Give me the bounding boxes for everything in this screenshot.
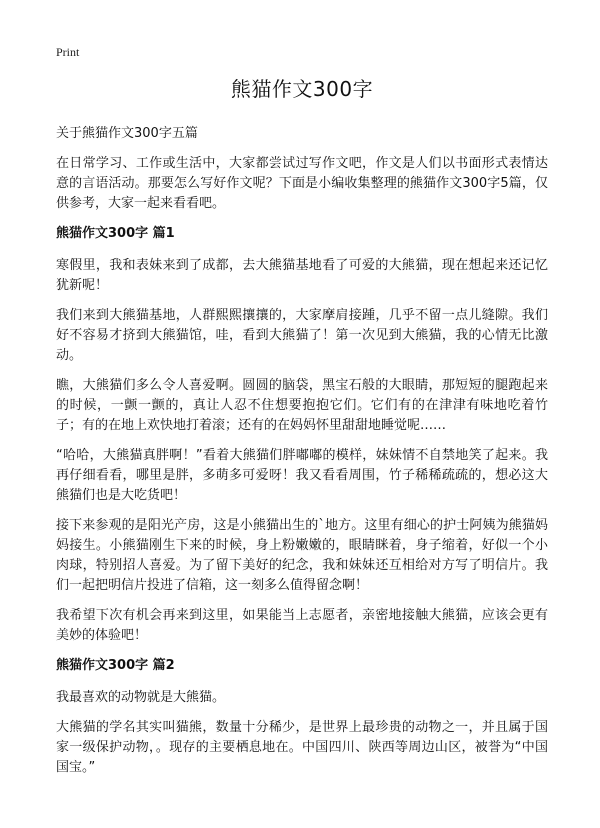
section-heading-1: 熊猫作文300字 篇1 <box>56 226 175 241</box>
article <box>56 76 548 788</box>
print-link[interactable]: Print <box>56 45 80 59</box>
intro-paragraph: 在日常学习、工作或生活中，大家都尝试过写作文吧，作文是人们以书面形式表情达意的言语活动。那要怎么写好作文呢？下面是小编收集整理的熊猫作文300字5篇，仅供参考，大家一起来看看吧。 <box>56 156 548 211</box>
section-1-paragraph: “哈哈，大熊猫真胖啊！”看着大熊猫们胖嘟嘟的模样，妹妹情不自禁地笑了起来。我再仔细看看，哪里是胖，多萌多可爱呀！我又看看周围，竹子稀稀疏疏的，想必这大熊猫们也是大吃货吧！ <box>56 448 548 503</box>
section-2-paragraph: 大熊猫的学名其实叫猫熊，数量十分稀少，是世界上最珍贵的动物之一，并且属于国家一级保护动物，。现存的主要栖息地在。中国四川、陕西等周边山区，被誉为“中国国宝。” <box>56 720 548 775</box>
page-title: 熊猫作文300字 <box>230 77 374 101</box>
section-1-paragraph: 我们来到大熊猫基地，人群熙熙攘攘的，大家摩肩接踵，几乎不留一点儿缝隙。我们好不容易才挤到大熊猫馆，哇，看到大熊猫了！第一次见到大熊猫，我的心情无比激动。 <box>56 308 548 363</box>
section-2-paragraph: 我最喜欢的动物就是大熊猫。 <box>56 690 226 705</box>
section-heading-2: 熊猫作文300字 篇2 <box>56 658 175 673</box>
section-1-paragraph: 我希望下次有机会再来到这里，如果能当上志愿者，亲密地接触大熊猫，应该会更有美妙的体验吧！ <box>56 608 548 643</box>
article-subtitle: 关于熊猫作文300字五篇 <box>56 126 198 141</box>
section-1-paragraph: 接下来参观的是阳光产房，这是小熊猫出生的`地方。这里有细心的护士阿姨为熊猫妈妈接生。小熊猫刚生下来的时候，身上粉嫩嫩的，眼睛眯着，身子缩着，好似一个小肉球，特别招人喜爱。为了留下美好的纪念，我和妹妹还互相给对方写了明信片。我们一起把明信片投进了信箱，这一刻多么值得留念啊！ <box>56 518 548 593</box>
section-1-paragraph: 寒假里，我和表妹来到了成都，去大熊猫基地看了可爱的大熊猫，现在想起来还记忆犹新呢！ <box>56 258 548 293</box>
section-1-paragraph: 瞧，大熊猫们多么令人喜爱啊。圆圆的脑袋，黑宝石般的大眼睛，那短短的腿跑起来的时候，一颤一颤的，真让人忍不住想要抱抱它们。它们有的在津津有味地吃着竹子；有的在地上欢快地打着滚；还有的在妈妈怀里甜甜地睡觉呢…… <box>56 378 548 433</box>
